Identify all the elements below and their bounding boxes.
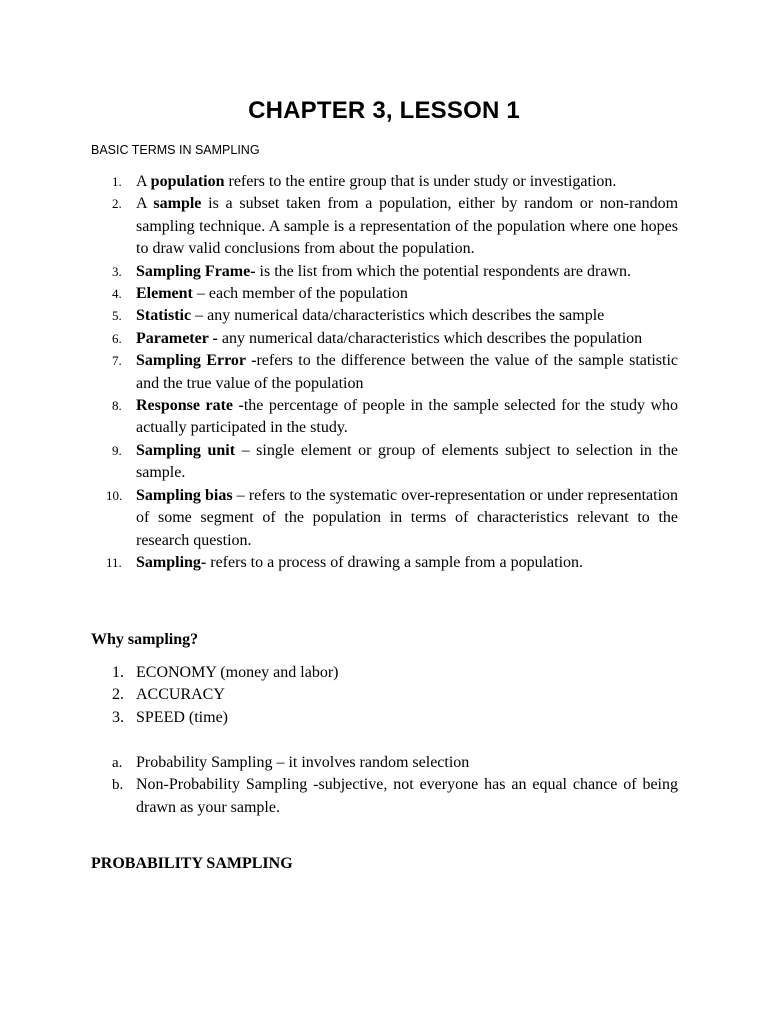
term-definition: – single element or group of elements subject to selection in the sample. xyxy=(136,441,679,482)
reason-text: SPEED (time) xyxy=(136,708,228,726)
term-name: Sampling Error - xyxy=(136,352,257,370)
term-item-sample xyxy=(0,193,678,260)
list-number: 8. xyxy=(112,398,122,414)
list-letter: a. xyxy=(112,755,123,771)
term-item-sampling-frame xyxy=(0,261,678,283)
why-sampling-heading: Why sampling? xyxy=(91,631,199,648)
reason-item-economy xyxy=(0,662,678,684)
term-definition: refers to a process of drawing a sample from a population. xyxy=(206,553,584,571)
list-number: 7. xyxy=(112,353,122,369)
terms-list xyxy=(0,171,768,574)
list-number: 2. xyxy=(112,196,122,212)
term-item-sampling-bias xyxy=(0,485,678,552)
term-name: population xyxy=(150,173,225,190)
term-name: Sampling- xyxy=(136,553,207,571)
term-item-sampling-unit xyxy=(0,440,678,485)
term-item-population xyxy=(0,171,678,193)
list-number: 2. xyxy=(112,686,124,704)
term-name: Response rate - xyxy=(136,397,244,415)
reason-text: ECONOMY (money and labor) xyxy=(136,664,339,681)
term-name: Element xyxy=(136,285,193,303)
term-item-element xyxy=(0,283,678,305)
type-item-probability xyxy=(0,752,678,774)
type-text: Probability Sampling – it involves random selection xyxy=(136,754,470,771)
term-item-sampling xyxy=(0,552,678,574)
list-number: 10. xyxy=(106,487,123,503)
list-letter: b. xyxy=(112,777,124,794)
term-item-sampling-error xyxy=(0,350,678,395)
list-number: 1. xyxy=(112,174,122,189)
term-definition: refers to the difference between the value of the sample statistic and the true value of the population xyxy=(136,352,679,392)
term-definition: any numerical data/characteristics which describes the population xyxy=(217,329,643,347)
term-prefix: A xyxy=(136,173,151,190)
term-item-statistic xyxy=(0,305,678,327)
term-definition: – any numerical data/characteristics which describes the sample xyxy=(191,307,605,325)
term-definition: – refers to the systematic over-representation or under representation of some segment of the population in terms of characteristics relevant to the research question. xyxy=(136,486,679,549)
term-definition: – each member of the population xyxy=(192,285,408,303)
term-name: Statistic xyxy=(136,307,192,325)
term-name: Sampling bias xyxy=(136,486,233,504)
list-number: 3. xyxy=(112,708,124,726)
term-item-response-rate xyxy=(0,395,678,440)
term-name: Sampling Frame- xyxy=(136,262,256,280)
list-number: 6. xyxy=(112,330,122,346)
reason-text: ACCURACY xyxy=(136,686,225,704)
reasons-list xyxy=(0,662,768,729)
term-prefix: A xyxy=(136,195,154,213)
list-number: 1. xyxy=(112,664,124,681)
reason-item-accuracy xyxy=(0,684,678,706)
type-item-non-probability xyxy=(0,774,678,819)
term-definition: is the list from which the potential respondents are drawn. xyxy=(255,262,632,280)
list-number: 3. xyxy=(112,263,122,279)
list-number: 9. xyxy=(112,442,122,458)
term-name: Parameter - xyxy=(136,329,218,347)
term-definition: refers to the entire group that is under study or investigation. xyxy=(224,173,617,190)
page-title: CHAPTER 3, LESSON 1 xyxy=(248,97,520,124)
sampling-types-list xyxy=(0,752,768,819)
section-subheading: BASIC TERMS IN SAMPLING xyxy=(91,143,260,157)
list-number: 11. xyxy=(106,554,122,570)
type-text: Non-Probability Sampling -subjective, not everyone has an equal chance of being drawn as your sample. xyxy=(136,776,678,816)
reason-item-speed xyxy=(0,707,678,729)
term-definition: is a subset taken from a population, either by random or non-random sampling technique. A sample is a representation of the population where one hopes to draw valid conclusions from about the population. xyxy=(136,195,679,258)
list-number: 5. xyxy=(112,308,122,324)
term-name: Sampling unit xyxy=(136,441,236,459)
term-definition: the percentage of people in the sample selected for the study who actually participated in the study. xyxy=(136,397,678,437)
list-number: 4. xyxy=(112,286,122,302)
probability-sampling-heading: PROBABILITY SAMPLING xyxy=(91,855,293,872)
term-name: sample xyxy=(153,195,202,213)
term-item-parameter xyxy=(0,328,678,350)
